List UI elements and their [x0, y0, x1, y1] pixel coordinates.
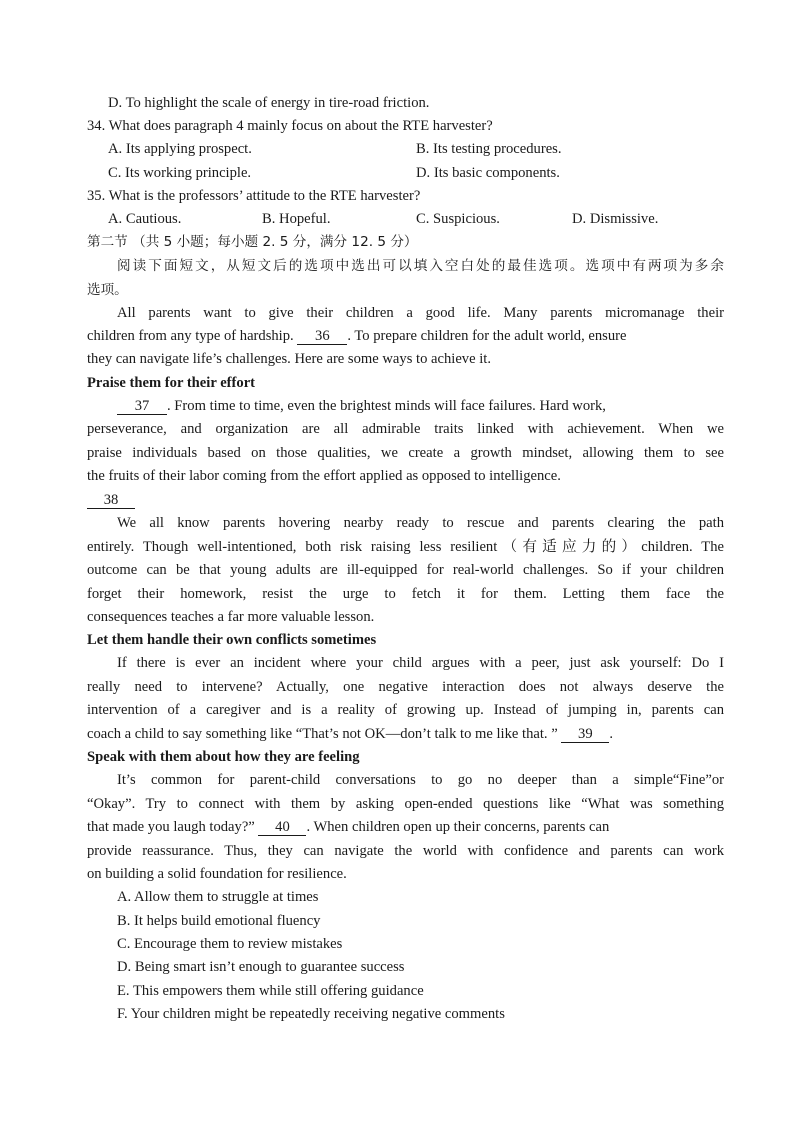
intro-line2-text-b: . To prepare children for the adult world, ensure	[347, 328, 627, 344]
answer-option-d[interactable]: D. Being smart isn’t enough to guarantee success	[117, 959, 405, 975]
p4-line3	[87, 817, 609, 837]
answer-option-b[interactable]: B. It helps build emotional fluency	[117, 913, 321, 929]
p2-line2: entirely. Though well-intentioned, both risk raising less resilient（有适应力的）children. The	[87, 539, 724, 555]
p2-line4: forget their homework, resist the urge to fetch it for them. Letting them face the	[87, 586, 724, 602]
q34-option-d: D. Its basic components.	[416, 165, 560, 181]
intro-line2	[87, 326, 626, 346]
section-heading: 第二节 （共 5 小题；每小题 2. 5 分，满分 12. 5 分）	[87, 234, 418, 250]
p2-line5: consequences teaches a far more valuable lesson.	[87, 609, 375, 625]
p4-line3-text-a: that made you laugh today?”	[87, 819, 255, 835]
section-instruction-line1: 阅读下面短文，从短文后的选项中选出可以填入空白处的最佳选项。选项中有两项为多余	[117, 258, 724, 274]
blank-38[interactable]: 38	[87, 492, 135, 509]
p3-line2: really need to intervene? Actually, one negative interaction does not always deserve the	[87, 679, 724, 695]
p1-line3: praise individuals based on those qualities, we create a growth mindset, allowing them to see	[87, 445, 724, 461]
answer-option-e[interactable]: E. This empowers them while still offering guidance	[117, 983, 424, 999]
blank-40[interactable]: 40	[258, 819, 306, 836]
p3-line1: If there is ever an incident where your child argues with a peer, just ask yourself: Do I	[117, 655, 724, 671]
p1-line2: perseverance, and organization are all admirable traits linked with achievement. When we	[87, 421, 724, 437]
p2-line3: outcome can be that young adults are ill-equipped for real-world challenges. So if your children	[87, 562, 724, 578]
p3-line4-text-b: .	[609, 726, 613, 742]
p2-line1: We all know parents hovering nearby ready to rescue and parents clearing the path	[117, 515, 724, 531]
p1-line1-text: . From time to time, even the brightest minds will face failures. Hard work,	[167, 398, 606, 414]
section-instruction-line2: 选项。	[87, 282, 128, 298]
p3-line4-text-a: coach a child to say something like “That’s not OK—don’t talk to me like that. ”	[87, 726, 558, 742]
answer-option-a[interactable]: A. Allow them to struggle at times	[117, 889, 319, 905]
p4-line4: provide reassurance. Thus, they can navigate the world with confidence and parents can work	[87, 843, 724, 859]
blank-36[interactable]: 36	[297, 328, 347, 345]
p4-line1: It’s common for parent-child conversations to go no deeper than a simple“Fine”or	[117, 772, 724, 788]
q35-option-a: A. Cautious.	[108, 211, 182, 227]
blank-37[interactable]: 37	[117, 398, 167, 415]
p4-line2: “Okay”. Try to connect with them by asking open-ended questions like “What was something	[87, 796, 724, 812]
p4-line5: on building a solid foundation for resilience.	[87, 866, 347, 882]
heading-speak-feelings: Speak with them about how they are feeling	[87, 749, 360, 765]
p3-line3: intervention of a caregiver and is a reality of growing up. Instead of jumping in, parents can	[87, 702, 724, 718]
heading-38-line	[87, 490, 135, 510]
q34-option-a: A. Its applying prospect.	[108, 141, 252, 157]
answer-option-c[interactable]: C. Encourage them to review mistakes	[117, 936, 343, 952]
p4-line3-text-b: . When children open up their concerns, parents can	[306, 819, 610, 835]
p1-line4: the fruits of their labor coming from the effort applied as opposed to intelligence.	[87, 468, 561, 484]
answer-option-f[interactable]: F. Your children might be repeatedly receiving negative comments	[117, 1006, 505, 1022]
q35-option-b: B. Hopeful.	[262, 211, 331, 227]
q34-option-b: B. Its testing procedures.	[416, 141, 562, 157]
blank-39[interactable]: 39	[561, 726, 609, 743]
p3-line4	[87, 724, 613, 744]
intro-line3: they can navigate life’s challenges. Here are some ways to achieve it.	[87, 351, 491, 367]
intro-line2-text-a: children from any type of hardship.	[87, 328, 294, 344]
q34-option-c: C. Its working principle.	[108, 165, 252, 181]
heading-praise-effort: Praise them for their effort	[87, 375, 256, 391]
q35-stem: 35. What is the professors’ attitude to the RTE harvester?	[87, 188, 421, 204]
q33-option-d: D. To highlight the scale of energy in tire-road friction.	[108, 95, 430, 111]
intro-line1: All parents want to give their children a good life. Many parents micromanage their	[117, 305, 724, 321]
p1-line1	[117, 396, 606, 416]
q35-option-d: D. Dismissive.	[572, 211, 659, 227]
q34-stem: 34. What does paragraph 4 mainly focus on about the RTE harvester?	[87, 118, 493, 134]
heading-handle-conflicts: Let them handle their own conflicts sometimes	[87, 632, 377, 648]
q35-option-c: C. Suspicious.	[416, 211, 500, 227]
